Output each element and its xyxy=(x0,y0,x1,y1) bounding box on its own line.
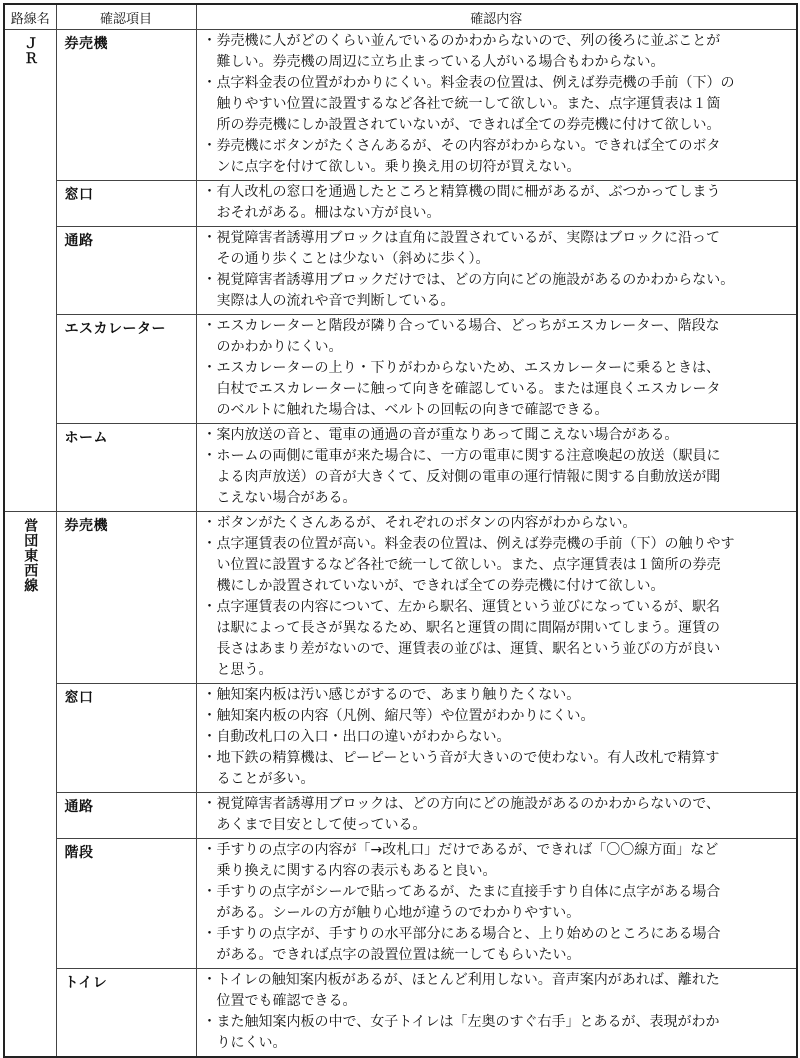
bullet-mark: ・ xyxy=(202,536,217,552)
check-item: 通路 xyxy=(56,227,196,315)
list-item xyxy=(203,270,791,312)
bullet-mark: ・ xyxy=(202,842,217,858)
content-text: エスカレーターと階段が隣り合っている場合、どっちがエスカレーター、階段な のかわかりにくい。 xyxy=(216,318,720,355)
list-item xyxy=(203,425,791,446)
content-text: 視覚障害者誘導用ブロックは直角に設置されているが、実際はブロックに沿って その通り歩くことは少ない（斜めに歩く）。 xyxy=(216,230,720,267)
list-item xyxy=(203,534,791,597)
list-item xyxy=(203,794,791,836)
content-text: 点字運賃表の位置が高い。料金表の位置は、例えば券売機の手前（下）の触りやす い位置に設置するなど各社で統一して欲しい。また、点字運賃表は１箇所の券売 機にしか設置されていないが、できれば全ての券売機に付けて欲しい。 xyxy=(216,536,735,594)
list-item xyxy=(203,840,791,882)
content-text: 手すりの点字が、手すりの水平部分にある場合と、上り始めのところにある場合 がある。できれば点字の設置位置は統一してもらいたい。 xyxy=(216,926,721,963)
bullet-mark: ・ xyxy=(202,972,217,988)
header-row xyxy=(4,4,797,30)
content-text: 自動改札口の入口・出口の違いがわからない。 xyxy=(216,729,511,745)
bullet-mark: ・ xyxy=(202,75,217,91)
bullet-mark: ・ xyxy=(202,230,217,246)
check-item: 窓口 xyxy=(56,181,196,227)
table-row xyxy=(4,424,797,512)
bullet-mark: ・ xyxy=(202,750,217,766)
check-item: 券売機 xyxy=(56,512,196,684)
check-content xyxy=(196,512,797,684)
table-row xyxy=(4,181,797,227)
list-item xyxy=(203,882,791,924)
list-item xyxy=(203,73,791,136)
line-name: 営団東西線 xyxy=(22,518,39,593)
list-item xyxy=(203,358,791,421)
list-item xyxy=(203,924,791,966)
check-item: ホーム xyxy=(56,424,196,512)
content-text: 触知案内板は汚い感じがするので、あまり触りたくない。 xyxy=(216,687,581,703)
bullet-mark: ・ xyxy=(202,184,217,200)
list-item xyxy=(203,727,791,748)
list-item xyxy=(203,446,791,509)
line-name-cell xyxy=(4,30,56,512)
bullet-mark: ・ xyxy=(202,448,217,464)
check-item: 窓口 xyxy=(56,684,196,793)
content-text: 触知案内板の内容（凡例、縮尺等）や位置がわかりにくい。 xyxy=(216,708,595,724)
check-content xyxy=(196,793,797,839)
bullet-mark: ・ xyxy=(202,687,217,703)
table-row xyxy=(4,227,797,315)
content-text: ボタンがたくさんあるが、それぞれのボタンの内容がわからない。 xyxy=(216,515,637,531)
content-text: 点字料金表の位置がわかりにくい。料金表の位置は、例えば券売機の手前（下）の 触りやすい位置に設置するなど各社で統一して欲しい。また、点字運賃表は１箇 所の券売機にしか設置されていないが、できれば全ての券売機に付けて欲しい。 xyxy=(216,75,735,133)
bullet-mark: ・ xyxy=(202,884,217,900)
table-row xyxy=(4,315,797,424)
table-body xyxy=(4,30,797,1058)
check-item: トイレ xyxy=(56,969,196,1058)
header-item: 確認項目 xyxy=(56,4,196,30)
list-item xyxy=(203,316,791,358)
list-item xyxy=(203,136,791,178)
bullet-mark: ・ xyxy=(202,33,217,49)
bullet-mark: ・ xyxy=(202,599,217,615)
list-item xyxy=(203,597,791,681)
check-content xyxy=(196,227,797,315)
list-item xyxy=(203,228,791,270)
check-item: 階段 xyxy=(56,839,196,969)
list-item xyxy=(203,970,791,1012)
table-row xyxy=(4,839,797,969)
content-text: 手すりの点字がシールで貼ってあるが、たまに直接手すり自体に点字がある場合 がある。シールの方が触り心地が違うのでわかりやすい。 xyxy=(216,884,721,921)
content-text: 券売機にボタンがたくさんあるが、その内容がわからない。できれば全てのボタ ンに点字を付けて欲しい。乗り換え用の切符が買えない。 xyxy=(216,138,721,175)
table-row xyxy=(4,793,797,839)
bullet-mark: ・ xyxy=(202,708,217,724)
list-item xyxy=(203,748,791,790)
table-row xyxy=(4,684,797,793)
check-item: 通路 xyxy=(56,793,196,839)
bullet-mark: ・ xyxy=(202,427,217,443)
list-item xyxy=(203,1012,791,1054)
content-text: 視覚障害者誘導用ブロックは、どの方向にどの施設があるのかわからないので、 あくまで目安として使っている。 xyxy=(216,796,720,833)
check-content xyxy=(196,684,797,793)
content-text: 手すりの点字の内容が「→改札口」だけであるが、できれば「〇〇線方面」など 乗り換えに関する内容の表示もあると良い。 xyxy=(216,842,719,879)
list-item xyxy=(203,31,791,73)
check-content xyxy=(196,839,797,969)
list-item xyxy=(203,685,791,706)
line-name-cell xyxy=(4,512,56,1058)
bullet-mark: ・ xyxy=(202,1014,217,1030)
confirmation-table xyxy=(3,3,798,1058)
bullet-mark: ・ xyxy=(202,272,217,288)
content-text: 券売機に人がどのくらい並んでいるのかわからないので、列の後ろに並ぶことが 難しい。券売機の周辺に立ち止まっている人がいる場合もわからない。 xyxy=(216,33,721,70)
header-content: 確認内容 xyxy=(196,4,797,30)
confirmation-sheet xyxy=(3,3,796,1058)
check-content xyxy=(196,969,797,1058)
table-row xyxy=(4,512,797,684)
check-content xyxy=(196,30,797,181)
content-text: また触知案内板の中で、女子トイレは「左奥のすぐ右手」とあるが、表現がわか りにくい。 xyxy=(216,1014,720,1051)
line-name: ＪＲ xyxy=(22,36,39,66)
check-item: エスカレーター xyxy=(56,315,196,424)
bullet-mark: ・ xyxy=(202,360,217,376)
check-content xyxy=(196,424,797,512)
content-text: 視覚障害者誘導用ブロックだけでは、どの方向にどの施設があるのかわからない。 実際は人の流れや音で判断している。 xyxy=(216,272,735,309)
table-row xyxy=(4,30,797,181)
check-content xyxy=(196,181,797,227)
bullet-mark: ・ xyxy=(202,318,217,334)
check-item: 券売機 xyxy=(56,30,196,181)
content-text: 有人改札の窓口を通過したところと精算機の間に柵があるが、ぶつかってしまう おそれがある。柵はない方が良い。 xyxy=(216,184,721,221)
content-text: 案内放送の音と、電車の通過の音が重なりあって聞こえない場合がある。 xyxy=(216,427,679,443)
content-text: エスカレーターの上り・下りがわからないため、エスカレーターに乗るときは、 白杖でエスカレーターに触って向きを確認している。または運良くエスカレータ のベルトに触れた場合は、ベルトの回転の向きで確認できる。 xyxy=(216,360,721,418)
bullet-mark: ・ xyxy=(202,796,217,812)
bullet-mark: ・ xyxy=(202,729,217,745)
list-item xyxy=(203,513,791,534)
content-text: ホームの両側に電車が来た場合に、一方の電車に関する注意喚起の放送（駅員に よる肉声放送）の音が大きくて、反対側の電車の運行情報に関する自動放送が聞 こえない場合がある。 xyxy=(216,448,721,506)
bullet-mark: ・ xyxy=(202,138,217,154)
bullet-mark: ・ xyxy=(202,926,217,942)
list-item xyxy=(203,182,791,224)
content-text: 地下鉄の精算機は、ピーピーという音が大きいので使わない。有人改札で精算す ることが多い。 xyxy=(216,750,720,787)
bullet-mark: ・ xyxy=(202,515,217,531)
table-row xyxy=(4,969,797,1058)
content-text: トイレの触知案内板があるが、ほとんど利用しない。音声案内があれば、離れた 位置でも確認できる。 xyxy=(216,972,720,1009)
content-text: 点字運賃表の内容について、左から駅名、運賃という並びになっているが、駅名 は駅によって長さが異なるため、駅名と運賃の間に間隔が開いてしまう。運賃の 長さはあまり差がないので、運賃表の並びは、運賃、駅名という並びの方が良い と思う。 xyxy=(216,599,721,678)
check-content xyxy=(196,315,797,424)
list-item xyxy=(203,706,791,727)
header-line: 路線名 xyxy=(4,4,56,30)
